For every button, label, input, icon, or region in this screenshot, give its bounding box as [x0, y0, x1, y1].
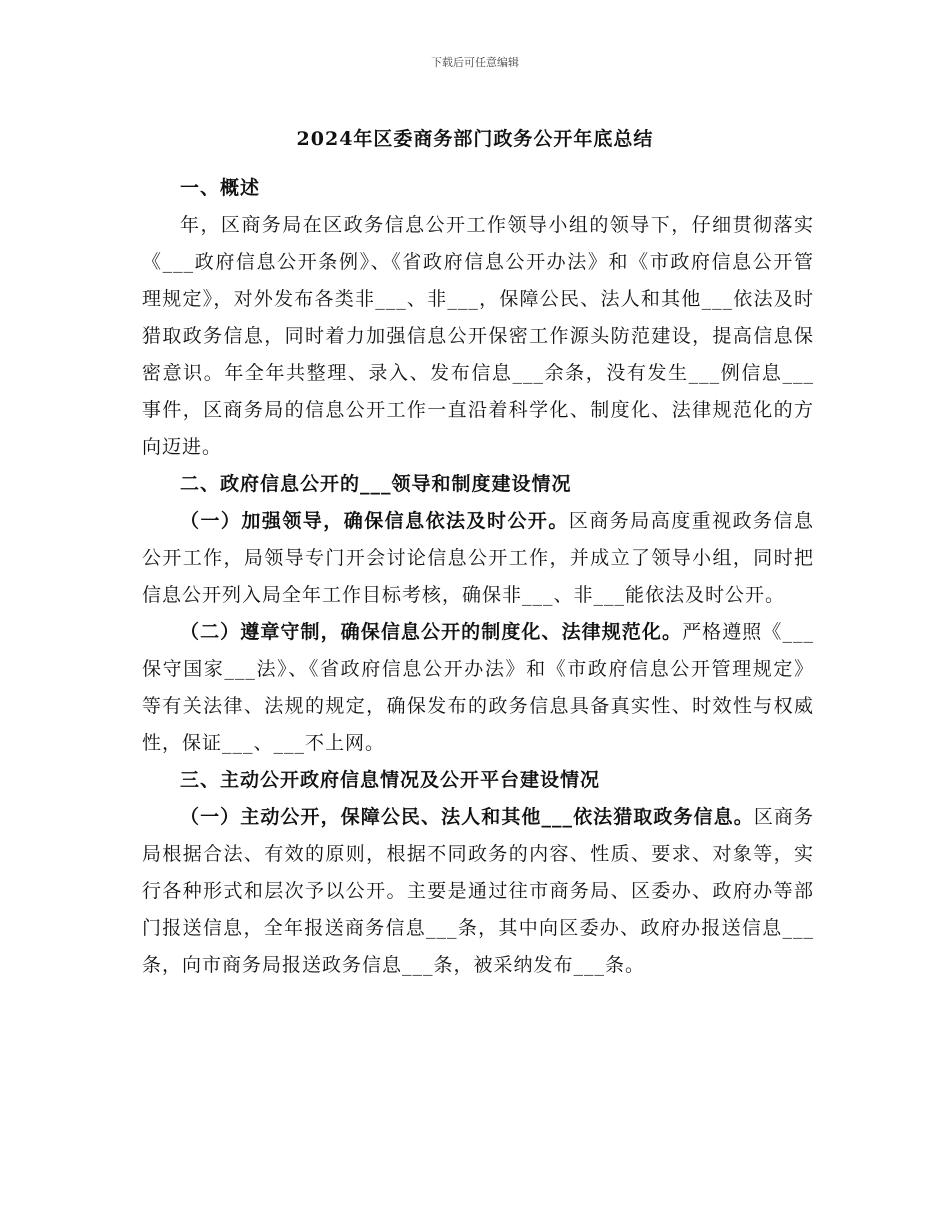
section-3-p1-text: 区商务局根据合法、有效的原则，根据不同政务的内容、性质、要求、对象等，实行各种形式和层次予以公开。主要是通过往市商务局、区委办、政府办等部门报送信息，全年报送商务信息___条，其中向区委办、政府办报送信息___条，向市商务局报送政务信息___条，被采纳发布___条。	[142, 806, 814, 976]
section-2-heading: 二、政府信息公开的___领导和制度建设情况	[180, 473, 572, 495]
section-3-paragraph-1	[142, 799, 814, 984]
section-1-paragraph: 年，区商务局在区政务信息公开工作领导小组的领导下，仔细贯彻落实《___政府信息公开条例》、《省政府信息公开办法》和《市政府信息公开管理规定》，对外发布各类非___、非___，保障公民、法人和其他___依法及时猎取政务信息，同时着力加强信息公开保密工作源头防范建设，提高信息保密意识。年全年共整理、录入、发布信息___余条，没有发生___例信息___事件，区商务局的信息公开工作一直沿着科学化、制度化、法律规范化的方向迈进。	[142, 214, 814, 458]
document-title: 2024年区委商务部门政务公开年底总结	[296, 128, 654, 150]
section-2-p2-text: 严格遵照《___保守国家___法》、《省政府信息公开办法》和《市政府信息公开管理规定》等有关法律、法规的规定，确保发布的政务信息具备真实性、时效性与权威性，保证___、___不上网。	[142, 621, 814, 754]
document-body	[142, 170, 814, 984]
section-2-paragraph-1	[142, 503, 814, 614]
section-2-p1-lead: （一）加强领导，确保信息依法及时公开。	[180, 510, 569, 532]
header-note: 下载后可任意编辑	[431, 56, 519, 69]
section-2-p1-text: 区商务局高度重视政务信息公开工作，局领导专门开会讨论信息公开工作，并成立了领导小组，同时把信息公开列入局全年工作目标考核，确保非___、非___能依法及时公开。	[142, 510, 814, 606]
section-3-heading: 三、主动公开政府信息情况及公开平台建设情况	[180, 769, 601, 791]
section-2-paragraph-2	[142, 614, 814, 762]
section-3-p1-lead: （一）主动公开，保障公民、法人和其他___依法猎取政务信息。	[180, 806, 754, 828]
section-2-p2-lead: （二）遵章守制，确保信息公开的制度化、法律规范化。	[180, 621, 683, 643]
section-1-heading: 一、概述	[180, 177, 261, 199]
